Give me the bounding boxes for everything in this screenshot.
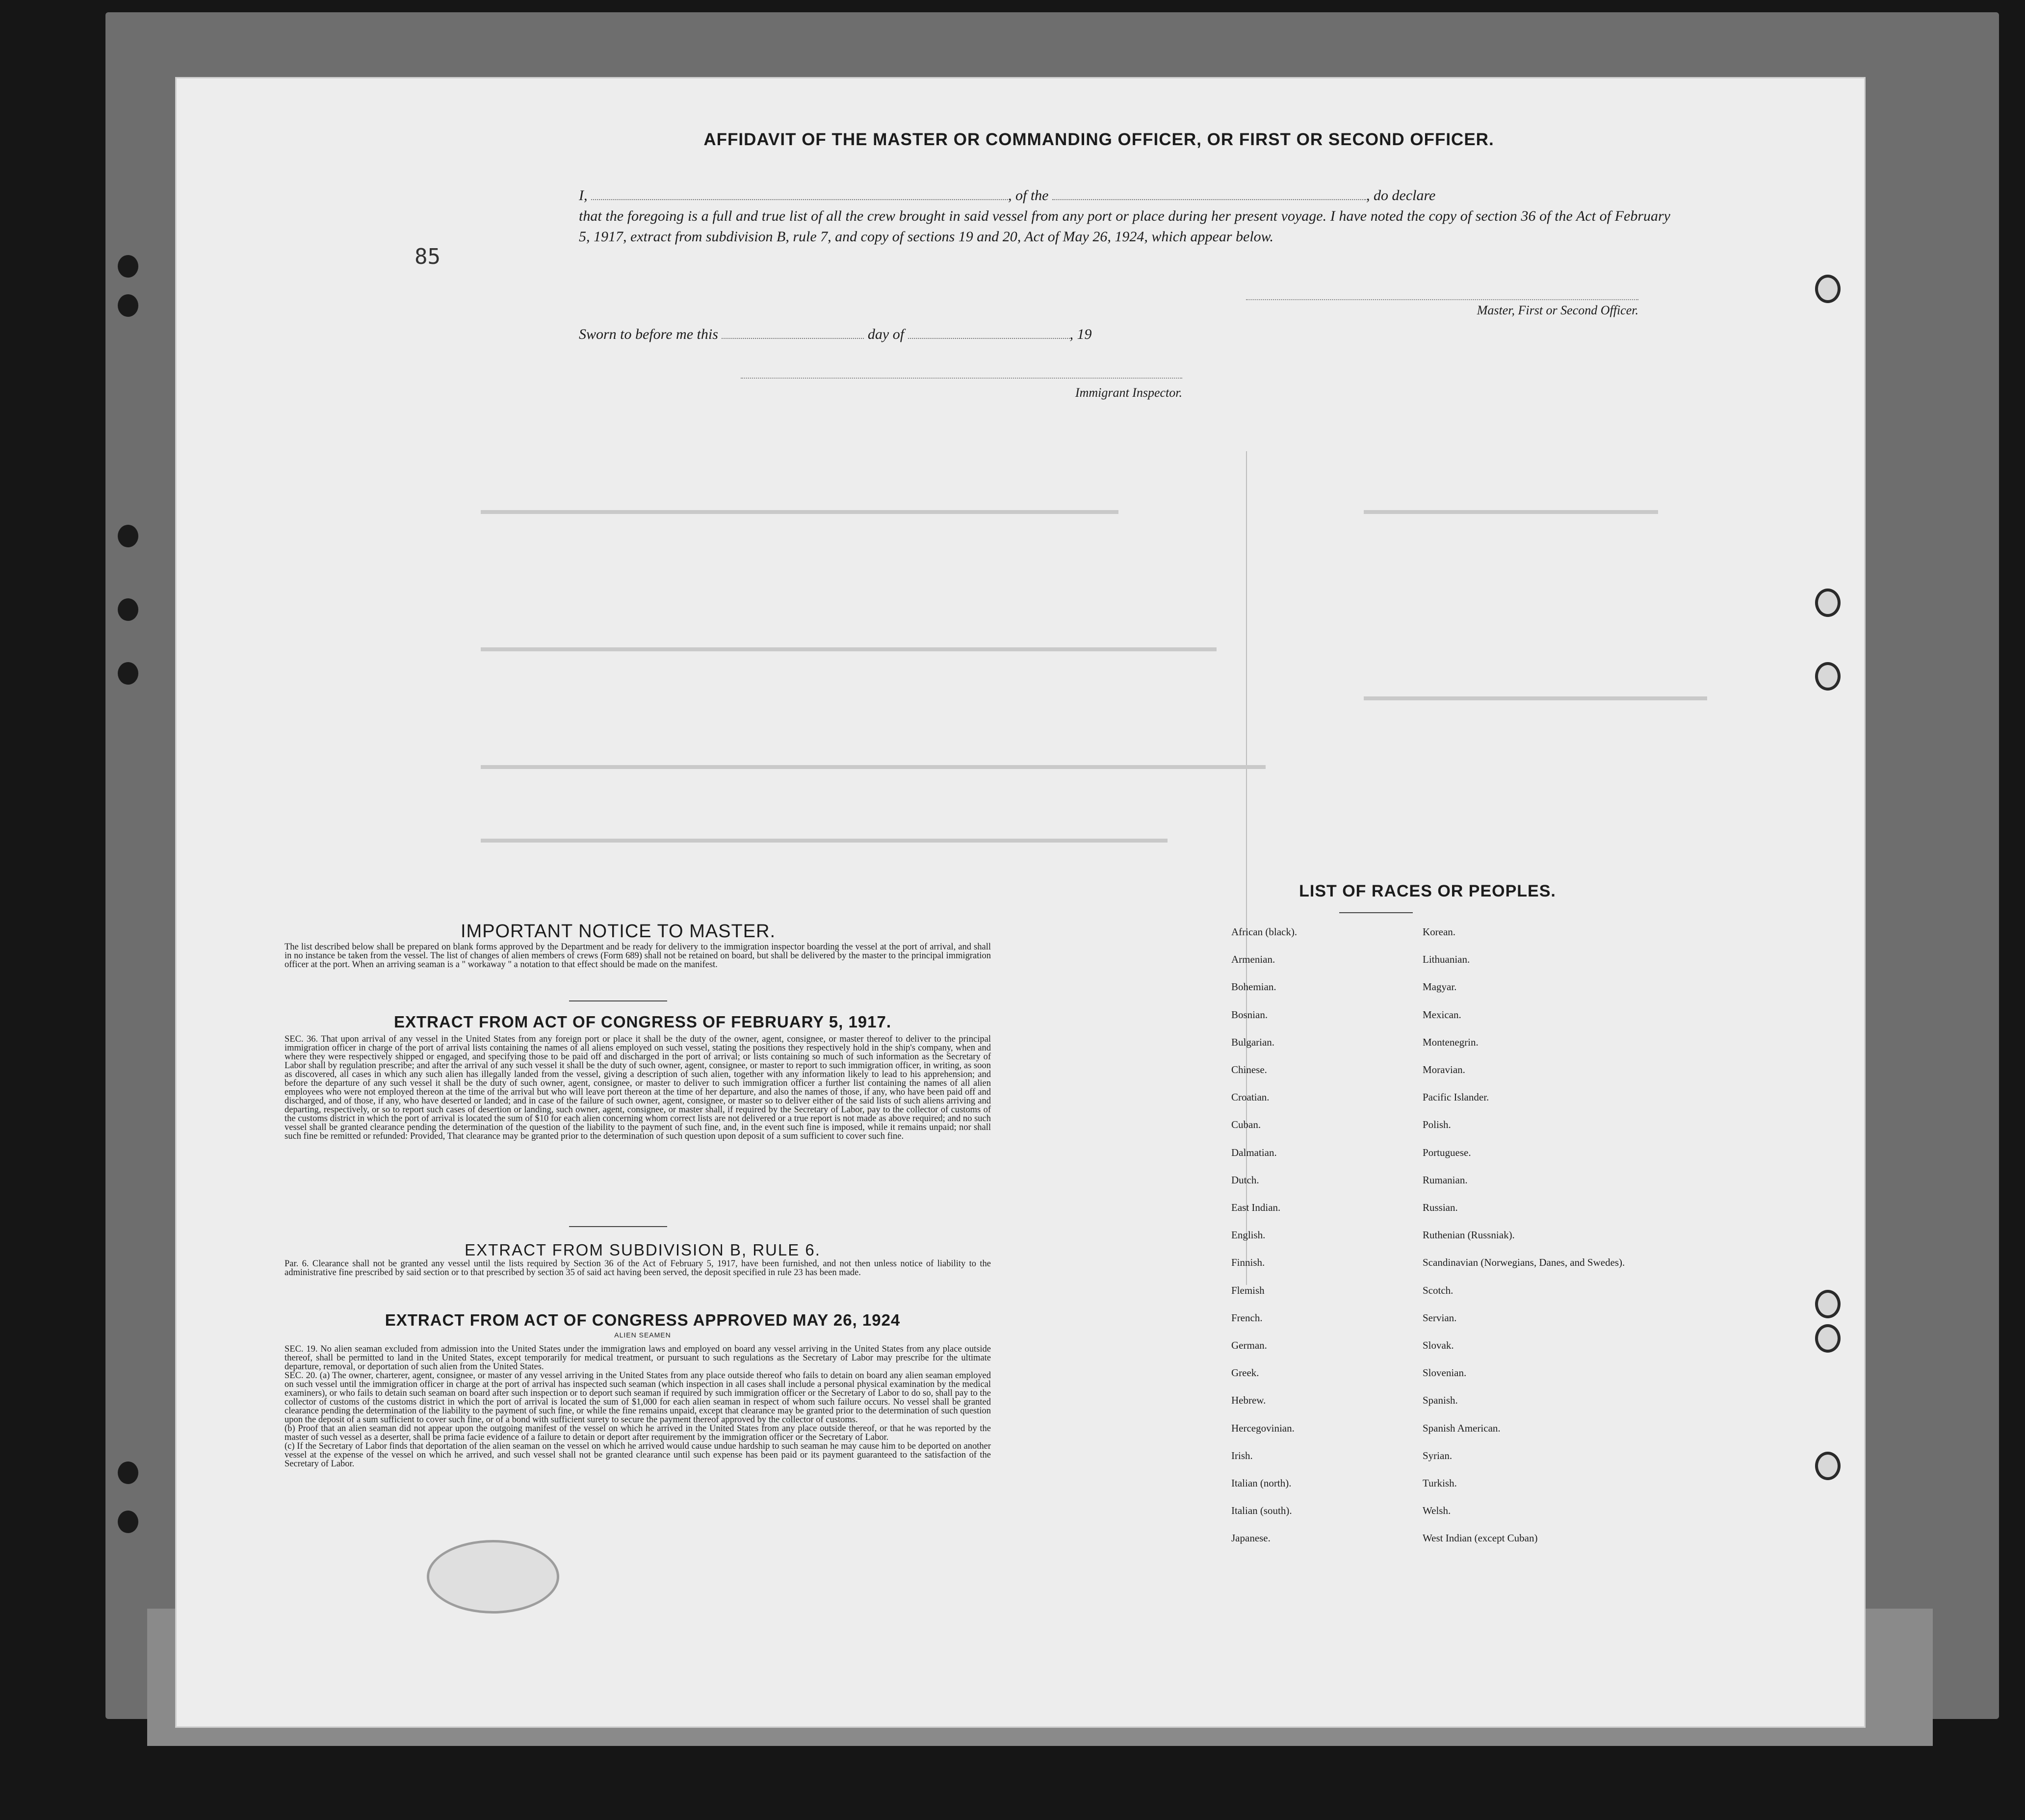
race-item: Lithuanian.: [1423, 953, 1470, 966]
race-item: Spanish American.: [1423, 1422, 1501, 1434]
race-item: Scotch.: [1423, 1284, 1454, 1296]
race-item: Korean.: [1423, 926, 1456, 938]
race-item: Bosnian.: [1231, 1008, 1268, 1021]
race-item: Greek.: [1231, 1367, 1259, 1379]
races-title: LIST OF RACES OR PEOPLES.: [1299, 882, 1556, 900]
sworn-year: , 19: [1069, 326, 1092, 342]
section-20c: (c) If the Secretary of Labor finds that deportation of the alien seaman on the vessel on which he arrived would cause undue hardship to such seaman he may cause him to be deported on another vessel at the expense of the vessel on which he arrived, and such vessel shall not be granted clearance until such expense has been paid or its payment guaranteed to the satisfaction of the Secretary of Labor.: [285, 1441, 991, 1469]
extract-rule6-title: EXTRACT FROM SUBDIVISION B, RULE 6.: [465, 1241, 821, 1259]
race-item: Moravian.: [1423, 1064, 1465, 1076]
race-item: German.: [1231, 1339, 1267, 1352]
binder-hole: [1815, 662, 1841, 691]
race-item: Flemish: [1231, 1284, 1265, 1296]
binder-hole: [118, 1461, 138, 1484]
race-item: Portuguese.: [1423, 1146, 1471, 1158]
race-item: West Indian (except Cuban): [1423, 1532, 1538, 1544]
notice-title: IMPORTANT NOTICE TO MASTER.: [460, 921, 776, 942]
bleed-through-mark: [481, 647, 1217, 651]
binder-hole: [118, 598, 138, 621]
binder-hole: [118, 525, 138, 547]
extract-1924-title: EXTRACT FROM ACT OF CONGRESS APPROVED MAY 26, 1924: [385, 1311, 901, 1329]
race-item: Japanese.: [1231, 1532, 1271, 1544]
race-item: Irish.: [1231, 1449, 1253, 1461]
race-item: Dalmatian.: [1231, 1146, 1277, 1158]
races-column-2: [1423, 918, 1766, 1552]
race-item: Slovak.: [1423, 1339, 1454, 1352]
month-blank: [908, 338, 1070, 339]
race-item: Ruthenian (Russniak).: [1423, 1229, 1515, 1241]
race-item: Armenian.: [1231, 953, 1275, 966]
race-item: Italian (north).: [1231, 1477, 1292, 1489]
section-19: SEC. 19. No alien seaman excluded from admission into the United States under the immigration laws and employed on board any vessel arriving in the United States from any place outside thereof, shall be permitted to land in the United States, except temporarily for medical treatment, or pursuant to such regulations as the Secretary of Labor may prescribe for the ultimate departure, removal, or deportation of such alien from the United States.: [285, 1344, 991, 1372]
race-item: Scandinavian (Norwegians, Danes, and Swedes).: [1423, 1256, 1625, 1269]
race-item: Italian (south).: [1231, 1505, 1292, 1517]
affidavit-do-declare: , do declare: [1366, 187, 1436, 204]
race-item: Mexican.: [1423, 1008, 1461, 1021]
race-item: Bulgarian.: [1231, 1036, 1275, 1048]
vessel-blank: [1052, 199, 1366, 200]
race-item: Rumanian.: [1423, 1174, 1468, 1186]
race-item: Spanish.: [1423, 1394, 1458, 1407]
page-number: 85: [415, 244, 441, 269]
race-item: Croatian.: [1231, 1091, 1270, 1103]
affidavit-first-line: [579, 185, 1670, 206]
bleed-through-mark: [481, 510, 1118, 514]
race-item: East Indian.: [1231, 1202, 1281, 1214]
race-item: African (black).: [1231, 926, 1298, 938]
divider: [569, 1226, 667, 1227]
binder-hole: [1815, 275, 1841, 303]
day-blank: [722, 338, 864, 339]
sworn-prefix: Sworn to before me this: [579, 326, 718, 342]
race-item: Slovenian.: [1423, 1367, 1467, 1379]
extract-1917-title: EXTRACT FROM ACT OF CONGRESS OF FEBRUARY 5, 1917.: [393, 1013, 892, 1031]
divider: [569, 1000, 667, 1001]
race-item: Pacific Islander.: [1423, 1091, 1489, 1103]
bleed-through-mark: [1364, 510, 1658, 514]
bleed-through-mark: [481, 765, 1266, 769]
extract-1924-subtitle: ALIEN SEAMEN: [614, 1331, 671, 1339]
master-signature-line: Master, First or Second Officer.: [1246, 299, 1638, 318]
section-20a: SEC. 20. (a) The owner, charterer, agent, consignee, or master of any vessel arriving in the United States from any place outside thereof who fails to detain on board any alien seaman employed on such vessel until the immigration officer in charge at the port of arrival has inspected such seaman (which inspection in all cases shall include a personal physical examination by the medical examiners), or who fails to detain such seaman on board after such inspection or to deport such seaman if required by such immigration officer or the Secretary of Labor to do so, shall pay to the collector of customs of the customs district in which the port of arrival is located the sum of $1,000 for each alien seaman in respect of whom such failure occurs. No vessel shall be granted clearance pending the determination of the liability to the payment of such fine, or while the fine remains unpaid, except that clearance may be granted prior to the determination of such question upon the deposit of a sum sufficient to cover such fine, or of a bond with sufficient surety to secure the payment thereof approved by the collector of customs.: [285, 1371, 991, 1425]
race-item: French.: [1231, 1311, 1263, 1324]
race-item: Turkish.: [1423, 1477, 1457, 1489]
bleed-through-mark: [481, 839, 1168, 843]
extract-1924-text: [285, 1345, 991, 1468]
affidavit-text: [579, 185, 1670, 247]
race-item: Russian.: [1423, 1202, 1458, 1214]
binder-hole: [118, 662, 138, 685]
sworn-line: [579, 326, 1364, 343]
binder-hole: [118, 1511, 138, 1533]
affidavit-of-the: , of the: [1008, 187, 1049, 204]
race-item: Polish.: [1423, 1119, 1451, 1131]
race-item: English.: [1231, 1229, 1266, 1241]
race-item: Montenegrin.: [1423, 1036, 1479, 1048]
affidavit-body: that the foregoing is a full and true list of all the crew brought in said vessel from any port or place during her present voyage. I have noted the copy of section 36 of the Act of February 5, 1917, extract from subdivision B, rule 7, and copy of sections 19 and 20, Act of May 26, 1924, which appear below.: [579, 208, 1670, 245]
notice-text: The list described below shall be prepared on blank forms approved by the Department and be ready for delivery to the immigration inspector boarding the vessel at the port of arrival, and shall in no instance be taken from the vessel. The list of changes of alien members of crews (Form 689) shall not be retained on board, but shall be delivered by the master to the principal immigration officer at the port. When an arriving seaman is a " workaway " a notation to that effect should be made on the manifest.: [285, 942, 991, 970]
race-item: Cuban.: [1231, 1119, 1261, 1131]
race-item: Syrian.: [1423, 1449, 1453, 1461]
name-blank: [591, 199, 1008, 200]
document-page: [177, 78, 1864, 1726]
race-item: Hebrew.: [1231, 1394, 1266, 1407]
binder-hole: [1815, 1290, 1841, 1318]
races-divider: [1339, 912, 1413, 913]
race-item: Bohemian.: [1231, 981, 1276, 993]
ink-stamp: [427, 1540, 559, 1614]
binder-hole: [118, 294, 138, 317]
binder-hole: [1815, 589, 1841, 617]
sworn-day-of: day of: [867, 326, 905, 342]
inspector-signature-line: Immigrant Inspector.: [741, 378, 1182, 400]
race-item: Servian.: [1423, 1311, 1457, 1324]
binder-hole: [1815, 1324, 1841, 1353]
race-item: Hercegovinian.: [1231, 1422, 1295, 1434]
race-item: Chinese.: [1231, 1064, 1267, 1076]
extract-rule6-text: Par. 6. Clearance shall not be granted any vessel until the lists required by Section 36 of the Act of February 5, 1917, have been furnished, and not then unless notice of liability to the administrative fine prescribed by said section or to that prescribed by section 35 of said act having been served, the deposit specified in rule 23 has been made.: [285, 1259, 991, 1278]
section-20b: (b) Proof that an alien seaman did not appear upon the outgoing manifest of the vessel on which he arrived in the United States from any place outside thereof, or that he was reported by the master of such vessel as a deserter, shall be prima facie evidence of a failure to detain or deport after requirement by the immigration officer or the Secretary of Labor.: [285, 1424, 991, 1442]
race-item: Dutch.: [1231, 1174, 1259, 1186]
race-item: Magyar.: [1423, 981, 1457, 993]
extract-1917-text: SEC. 36. That upon arrival of any vessel in the United States from any foreign port or place it shall be the duty of the owner, agent, consignee, or master thereof to deliver to the principal immigration officer in charge of the port of arrival lists containing the names of all aliens employed on such vessel, stating the positions they respectively hold in the ship's company, when and where they were respectively shipped or engaged, and specifying those to be paid off and discharged in the port of arrival; or lists containing so much of such information as the Secretary of Labor shall by regulation prescribe; and after the arrival of any such vessel it shall be the duty of such owner, agent, consignee, or master to report to such immigration officer, in writing, as soon as discovered, all cases in which any such alien has illegally landed from the vessel, giving a description of such alien, together with any information likely to lead to his apprehension; and before the departure of any such vessel it shall be the duty of such owner, agent, consignee, or master to deliver to such immigration officer a further list containing the names of all alien employees who were not employed thereon at the time of the arrival but who will leave port thereon at the time of her departure, and also the names of those, if any, who have been paid off and discharged, and of those, if any, who have deserted or landed; and in case of the failure of such owner, agent, consignee, or master so to deliver either of the said lists of such aliens arriving and departing, respectively, or so to report such cases of desertion or landing, such owner, agent, consignee, or master shall, if required by the Secretary of Labor, pay to the collector of customs of the customs district in which the port of arrival is located the sum of $10 for each alien concerning whom correct lists are not delivered or a true report is not made as above required; and no such vessel shall be granted clearance pending the determination of the question of the liability to the payment of such fine, and, in the event such fine is imposed, while it remains unpaid; nor shall such fine be remitted or refunded: Provided, That clearance may be granted prior to the determination of such question upon deposit of a sum sufficient to cover such fine.: [285, 1034, 991, 1141]
bleed-through-mark: [1364, 696, 1707, 700]
binder-hole: [118, 255, 138, 278]
affidavit-i: I,: [579, 187, 588, 204]
race-item: Welsh.: [1423, 1505, 1451, 1517]
binder-hole: [1815, 1452, 1841, 1480]
race-item: Finnish.: [1231, 1256, 1265, 1269]
affidavit-title: AFFIDAVIT OF THE MASTER OR COMMANDING OFFICER, OR FIRST OR SECOND OFFICER.: [703, 130, 1494, 149]
